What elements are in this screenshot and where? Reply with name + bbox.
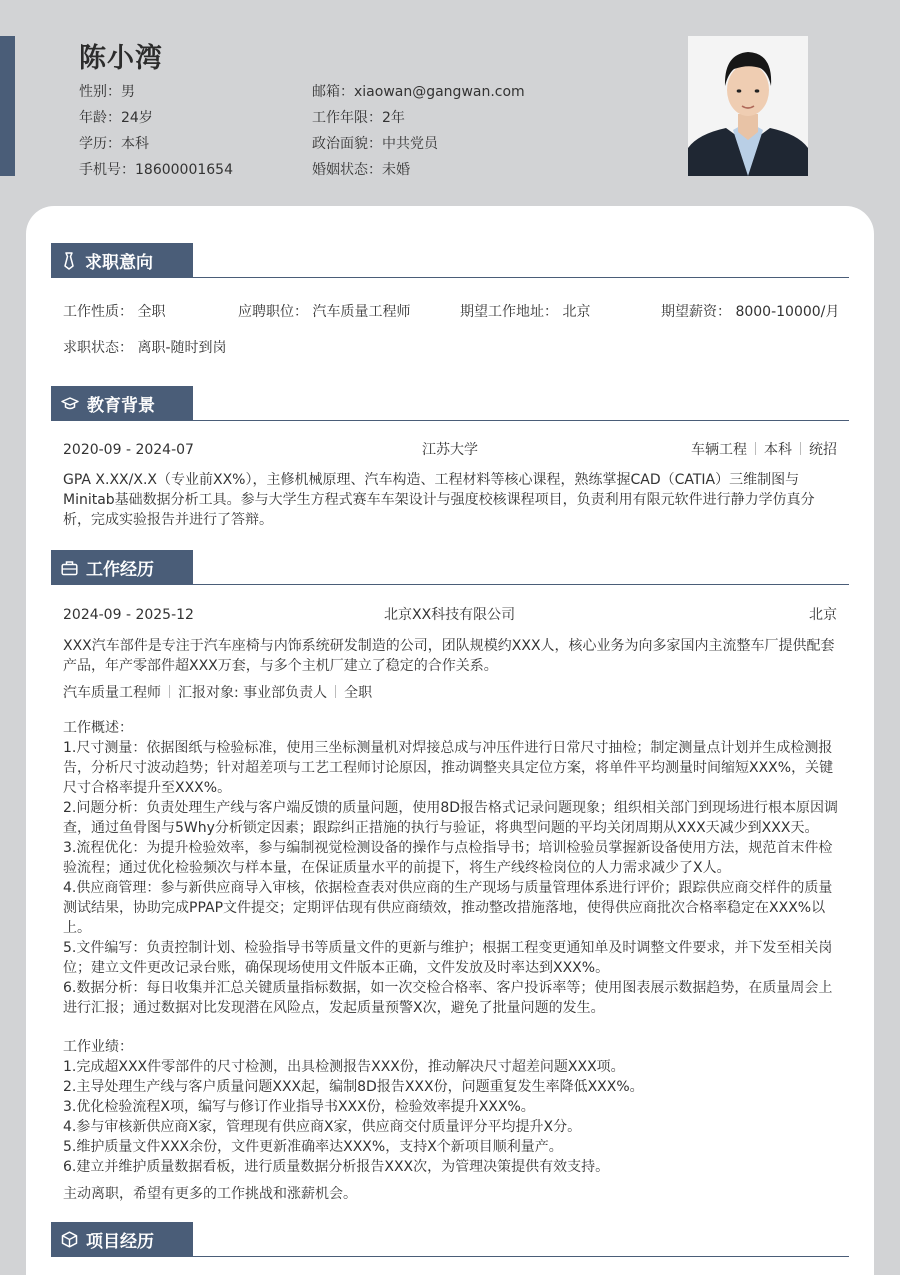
resume-card (26, 206, 874, 1275)
phone: 手机号：18600001654 (79, 162, 233, 178)
graduation-cap-icon (61, 396, 79, 412)
overview-item: 2.问题分析：负责处理生产线与客户端反馈的质量问题，使用8D报告格式记录问题现象；组织相关部门到现场进行根本原因调查，通过鱼骨图与5Why分析锁定因素；跟踪纠正措施的执行与验证，将典型问题的平均关闭周期从XXX天减少到XXX天。 (63, 800, 839, 836)
section-header-education (51, 386, 849, 421)
intent-row (63, 302, 165, 322)
edu-school: 江苏大学 (422, 442, 478, 458)
achievement-item: 5.维护质量文件XXX余份，文件更新准确率达XXX%，支持X个新项目顺利量产。 (63, 1139, 563, 1155)
section-title-intent: 求职意向 (85, 253, 153, 273)
achievement-item: 3.优化检验流程X项，编写与修订作业指导书XXX份，检验效率提升XXX%。 (63, 1099, 535, 1115)
salary-label: 期望薪资： (661, 304, 731, 320)
work-company: 北京XX科技有限公司 (384, 607, 516, 623)
location-value: 北京 (562, 304, 591, 320)
section-title-project: 项目经历 (86, 1232, 154, 1252)
work-city: 北京 (809, 607, 837, 623)
work-title: 汽车质量工程师 (63, 685, 161, 701)
overview-item: 4.供应商管理：参与新供应商导入审核，依据检查表对供应商的生产现场与质量管理体系进行评价；跟踪供应商交样件的质量测试结果，协助完成PPAP文件提交；定期评估现有供应商绩效，推动整改措施落地，使得供应商批次合格率稳定在XXX%以上。 (63, 880, 833, 936)
leave-reason: 主动离职，希望有更多的工作挑战和涨薪机会。 (63, 1186, 357, 1202)
work-report-to: 汇报对象: 事业部负责人 (178, 685, 328, 701)
basic-info-left (79, 79, 233, 183)
achievement-item: 6.建立并维护质量数据看板，进行质量数据分析报告XXX次，为管理决策提供有效支持。 (63, 1159, 610, 1175)
edu-description: GPA X.XX/X.X（专业前XX%），主修机械原理、汽车构造、工程材料等核心课程，熟练掌握CAD（CATIA）三维制图与Minitab基础数据分析工具。参与大学生方程式赛车车架设计与强度校核课程项目，负责利用有限元软件进行静力学仿真分析，完成实验报告并进行了答辩。 (63, 472, 815, 528)
profile-photo (688, 36, 808, 176)
accent-bar (0, 36, 15, 176)
basic-info-right (312, 79, 525, 183)
overview-item: 1.尺寸测量：依据图纸与检验标准，使用三坐标测量机对焊接总成与冲压件进行日常尺寸抽检；制定测量点计划并生成检测报告，分析尺寸波动趋势；针对超差项与工艺工程师讨论原因，推动调整夹具定位方案，将单件平均测量时间缩短XXX%，关键尺寸合格率提升至XXX%。 (63, 740, 834, 796)
work-job-type: 全职 (344, 685, 373, 701)
edu-period: 2020-09 - 2024-07 (63, 442, 194, 458)
section-title-work: 工作经历 (86, 560, 154, 580)
job-type-label: 工作性质： (63, 304, 133, 320)
edu-enroll: 统招 (809, 442, 837, 458)
section-header-work (51, 550, 849, 585)
marital-status: 婚姻状态：未婚 (312, 162, 410, 178)
education-level: 学历：本科 (79, 136, 149, 152)
work-overview (63, 718, 840, 1018)
status-label: 求职状态： (63, 340, 133, 356)
location-label: 期望工作地址： (460, 304, 558, 320)
section-header-project (51, 1222, 849, 1257)
edu-major: 车辆工程 (691, 442, 747, 458)
overview-item: 5.文件编写：负责控制计划、检验指导书等质量文件的更新与维护；根据工程变更通知单及时调整文件要求，并下发至相关岗位；建立文件更改记录台账，确保现场使用文件版本正确，文件发放及时率达到XXX%。 (63, 940, 833, 976)
section-title-education: 教育背景 (87, 396, 155, 416)
section-header-intent (51, 243, 849, 278)
edu-degree: 本科 (764, 442, 792, 458)
briefcase-icon (61, 560, 78, 576)
email: 邮箱：xiaowan@gangwan.com (312, 84, 525, 100)
age: 年龄：24岁 (79, 110, 153, 126)
tie-icon (61, 252, 77, 270)
gender: 性别：男 (79, 84, 135, 100)
position-value: 汽车质量工程师 (312, 304, 411, 320)
salary-value: 8000-10000/月 (735, 304, 840, 320)
achievements-title: 工作业绩： (63, 1039, 133, 1055)
edu-meta (691, 440, 837, 460)
achievement-item: 1.完成超XXX件零部件的尺寸检测，出具检测报告XXX份，推动解决尺寸超差问题XXX项。 (63, 1059, 625, 1075)
work-achievements (63, 1037, 840, 1177)
overview-title: 工作概述： (63, 720, 133, 736)
cube-icon (61, 1231, 78, 1248)
company-description: XXX汽车部件是专注于汽车座椅与内饰系统研发制造的公司，团队规模约XXX人，核心业务为向多家国内主流整车厂提供配套产品，年产零部件超XXX万套，与多个主机厂建立了稳定的合作关系。 (63, 638, 835, 674)
work-meta (63, 683, 372, 703)
candidate-name: 陈小湾 (79, 43, 163, 74)
status-value: 离职-随时到岗 (137, 340, 227, 356)
work-period: 2024-09 - 2025-12 (63, 607, 194, 623)
work-years: 工作年限：2年 (312, 110, 405, 126)
job-type-value: 全职 (137, 304, 166, 320)
overview-item: 3.流程优化：为提升检验效率，参与编制视觉检测设备的操作与点检指导书；培训检验员掌握新设备使用方法，规范首末件检验流程；通过优化检验频次与样本量，在保证质量水平的前提下，将生产线终检岗位的人力需求减少了X人。 (63, 840, 833, 876)
achievement-item: 2.主导处理生产线与客户质量问题XXX起，编制8D报告XXX份，问题重复发生率降低XXX%。 (63, 1079, 644, 1095)
overview-item: 6.数据分析：每日收集并汇总关键质量指标数据，如一次交检合格率、客户投诉率等；使用图表展示数据趋势，在质量周会上进行汇报；通过数据对比发现潜在风险点，发起质量预警X次，避免了批量问题的发生。 (63, 980, 833, 1016)
achievement-item: 4.参与审核新供应商X家，管理现有供应商X家，供应商交付质量评分平均提升X分。 (63, 1119, 582, 1135)
political-status: 政治面貌：中共党员 (312, 136, 438, 152)
position-label: 应聘职位： (238, 304, 308, 320)
